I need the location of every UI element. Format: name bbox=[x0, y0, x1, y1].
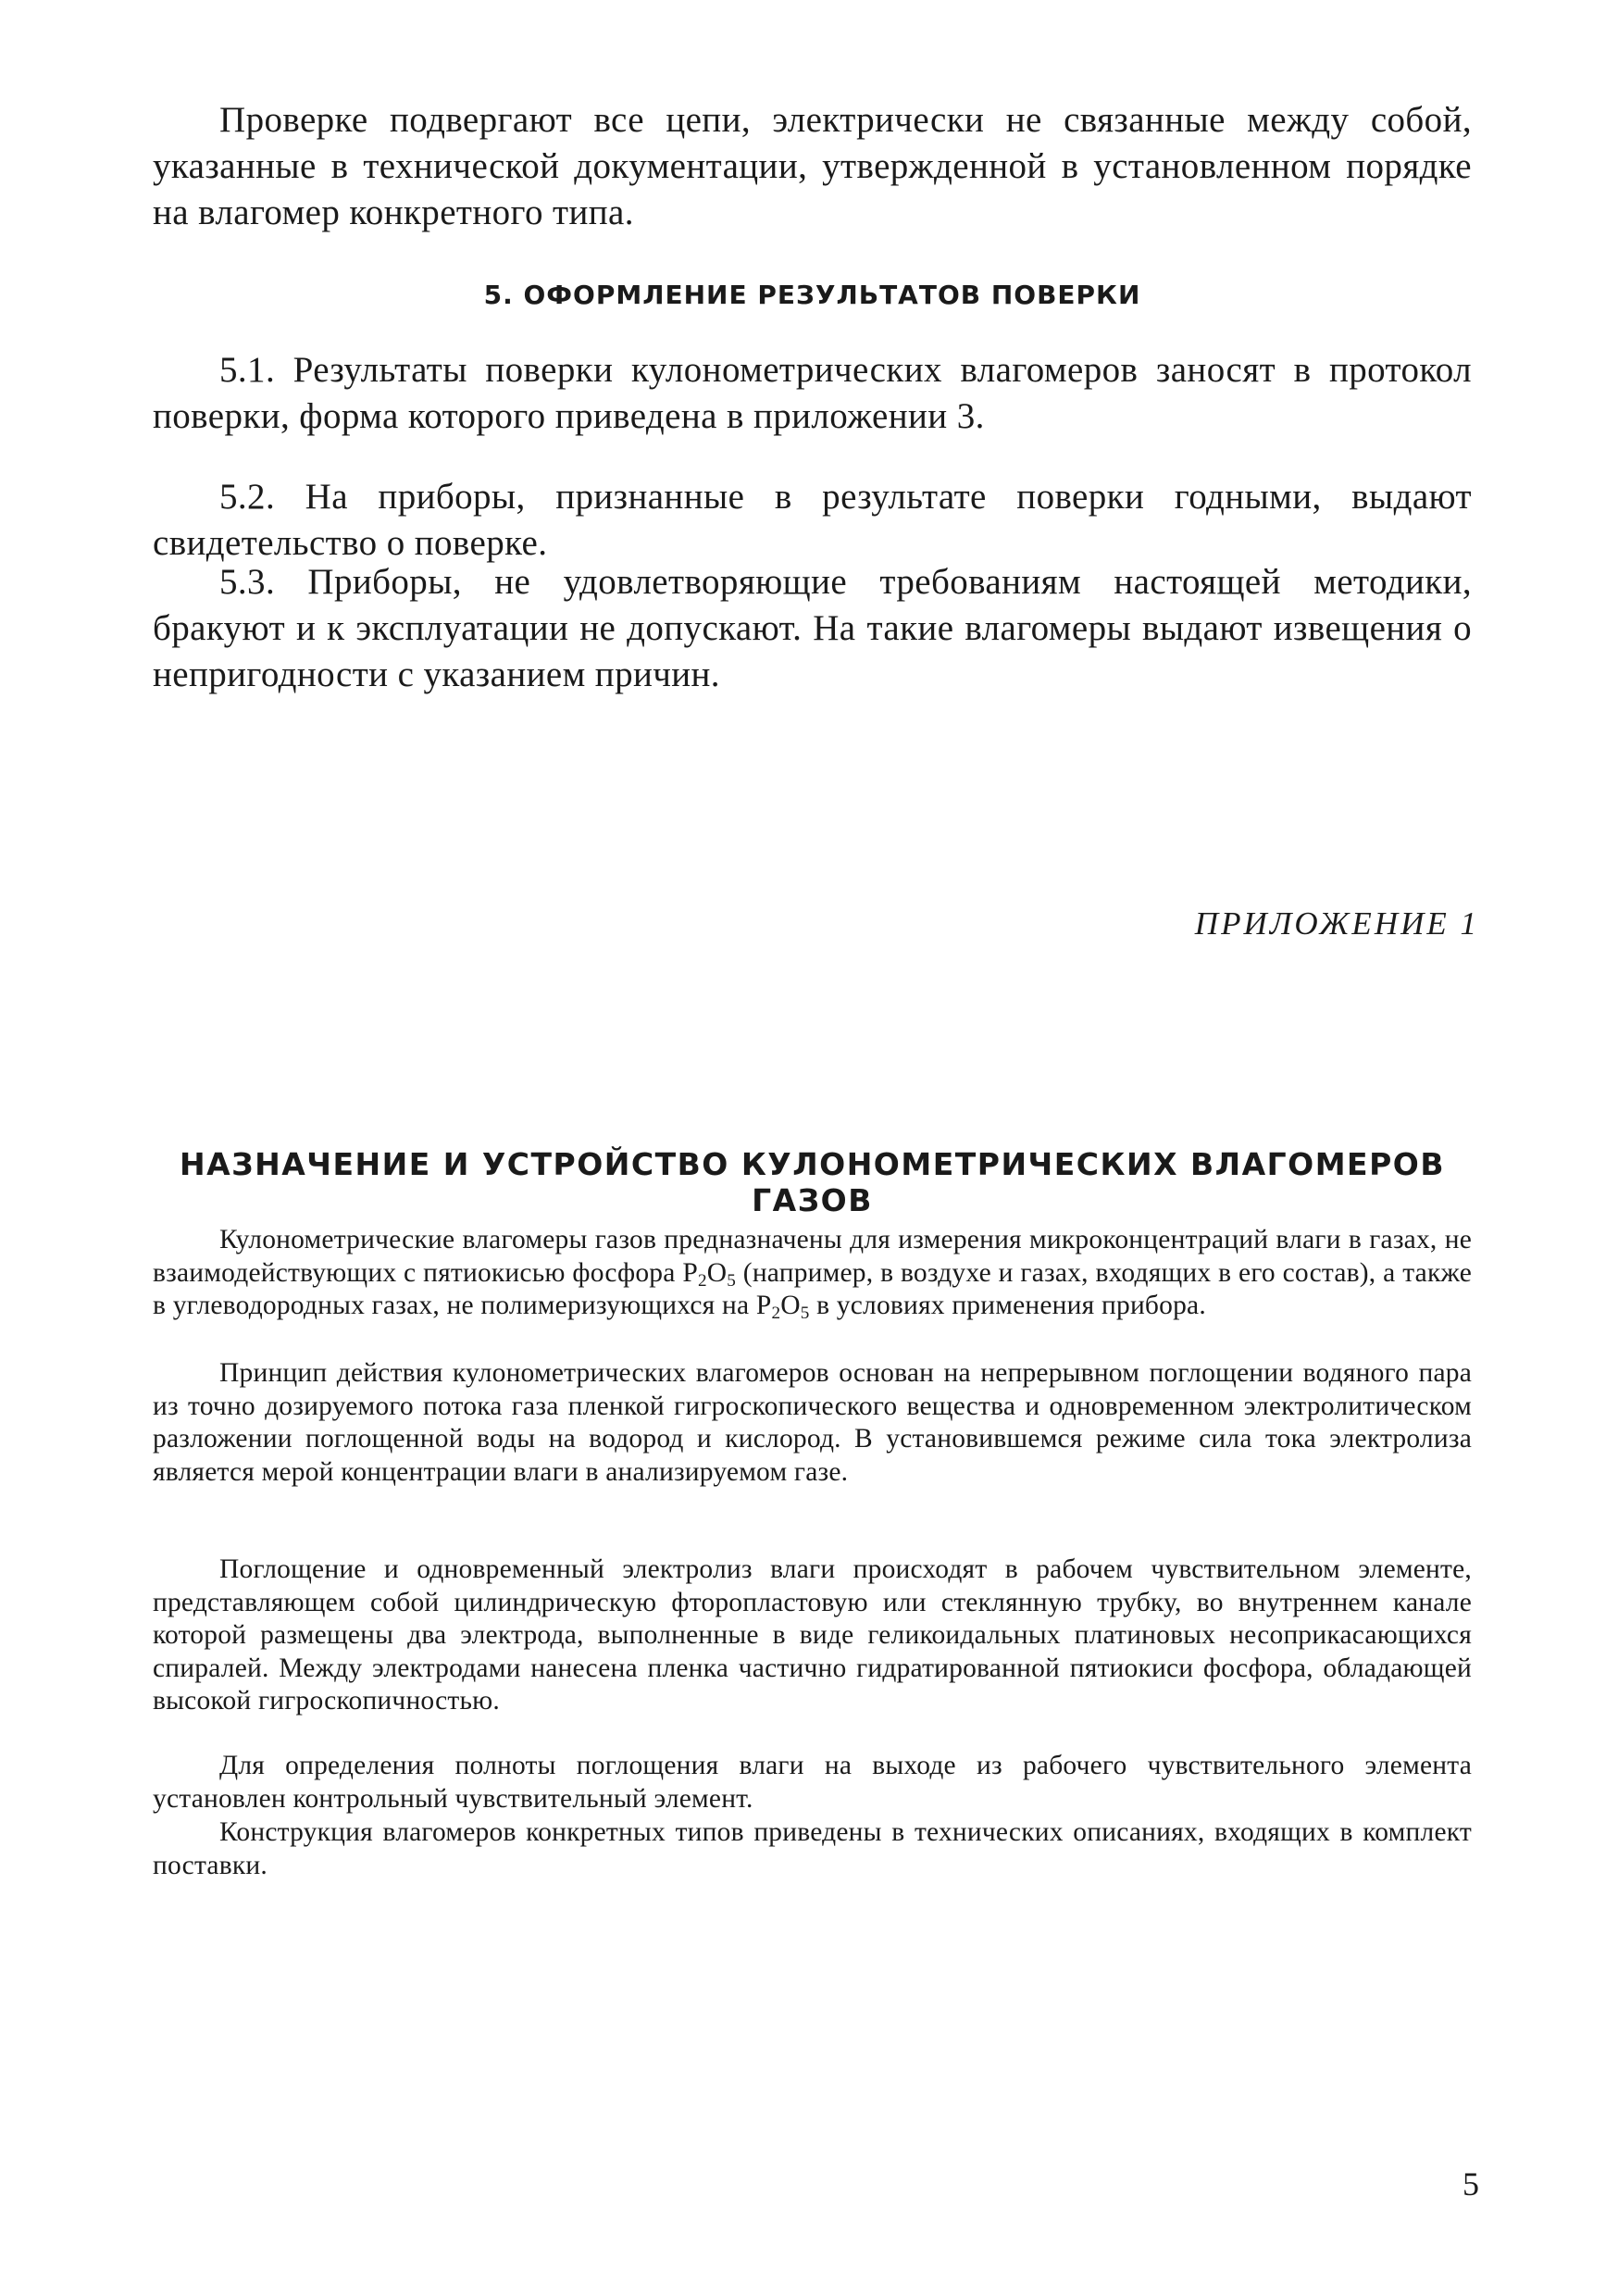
appendix-title: НАЗНАЧЕНИЕ И УСТРОЙСТВО КУЛОНОМЕТРИЧЕСКИХ ВЛАГОМЕРОВ ГАЗОВ bbox=[180, 1146, 1445, 1218]
clause-5-2: 5.2. На приборы, признанные в результате поверки годными, выдают свидетельство о поверке. bbox=[153, 477, 1472, 563]
appendix-paragraph-2: Принцип действия кулонометрических влагомеров основан на непрерывном поглощении водяного пара из точно дозируемого потока газа пленкой гигроскопического вещества и одновременном электролитическом разложении поглощенной воды на водород и кислород. В установившемся режиме сила тока электролиза является мерой концентрации влаги в анализируемом газе. bbox=[153, 1358, 1472, 1487]
appendix-paragraph-3: Поглощение и одновременный электролиз влаги происходят в рабочем чувствительном элементе, представляющем собой цилиндрическую фторопластовую или стеклянную трубку, во внутреннем канале которой размещены два электрода, выполненные в виде геликоидальных платиновых несоприкасающихся спиралей. Между электродами нанесена пленка частично гидратированной пятиокиси фосфора, обладающей высокой гигроскопичностью. bbox=[153, 1554, 1472, 1716]
appendix-paragraph-4: Для определения полноты поглощения влаги на выходе из рабочего чувствительного элемента установлен контрольный чувствительный элемент. bbox=[153, 1751, 1472, 1814]
appendix-label: ПРИЛОЖЕНИЕ 1 bbox=[1194, 905, 1479, 942]
appendix-paragraph-5: Конструкция влагомеров конкретных типов приведены в технических описаниях, входящих в комплект поставки. bbox=[153, 1817, 1472, 1880]
page-number: 5 bbox=[1462, 2165, 1479, 2202]
intro-paragraph: Проверке подвергают все цепи, электрически не связанные между собой, указанные в технической документации, утвержденной в установленном порядке на влагомер конкретного типа. bbox=[153, 100, 1472, 232]
appendix-paragraph-1: Кулонометрические влагомеры газов предназначены для измерения микроконцентраций влаги в газах, не взаимодействующих с пятиокисью фосфора $P_2O_5$ (например, в воздухе и газах, входящих в его состав), а также в углеводородных газах, не полимеризующихся на $P_2O_5$ в условиях применения прибора. bbox=[153, 1225, 1472, 1323]
section-5-heading: 5. ОФОРМЛЕНИЕ РЕЗУЛЬТАТОВ ПОВЕРКИ bbox=[483, 280, 1141, 310]
clause-5-1: 5.1. Результаты поверки кулонометрических влагомеров заносят в протокол поверки, форма которого приведена в приложении 3. bbox=[153, 350, 1472, 436]
clause-5-3: 5.3. Приборы, не удовлетворяющие требованиям настоящей методики, бракуют и к эксплуатации не допускают. На такие влагомеры выдают извещения о непригодности с указанием причин. bbox=[153, 562, 1472, 694]
